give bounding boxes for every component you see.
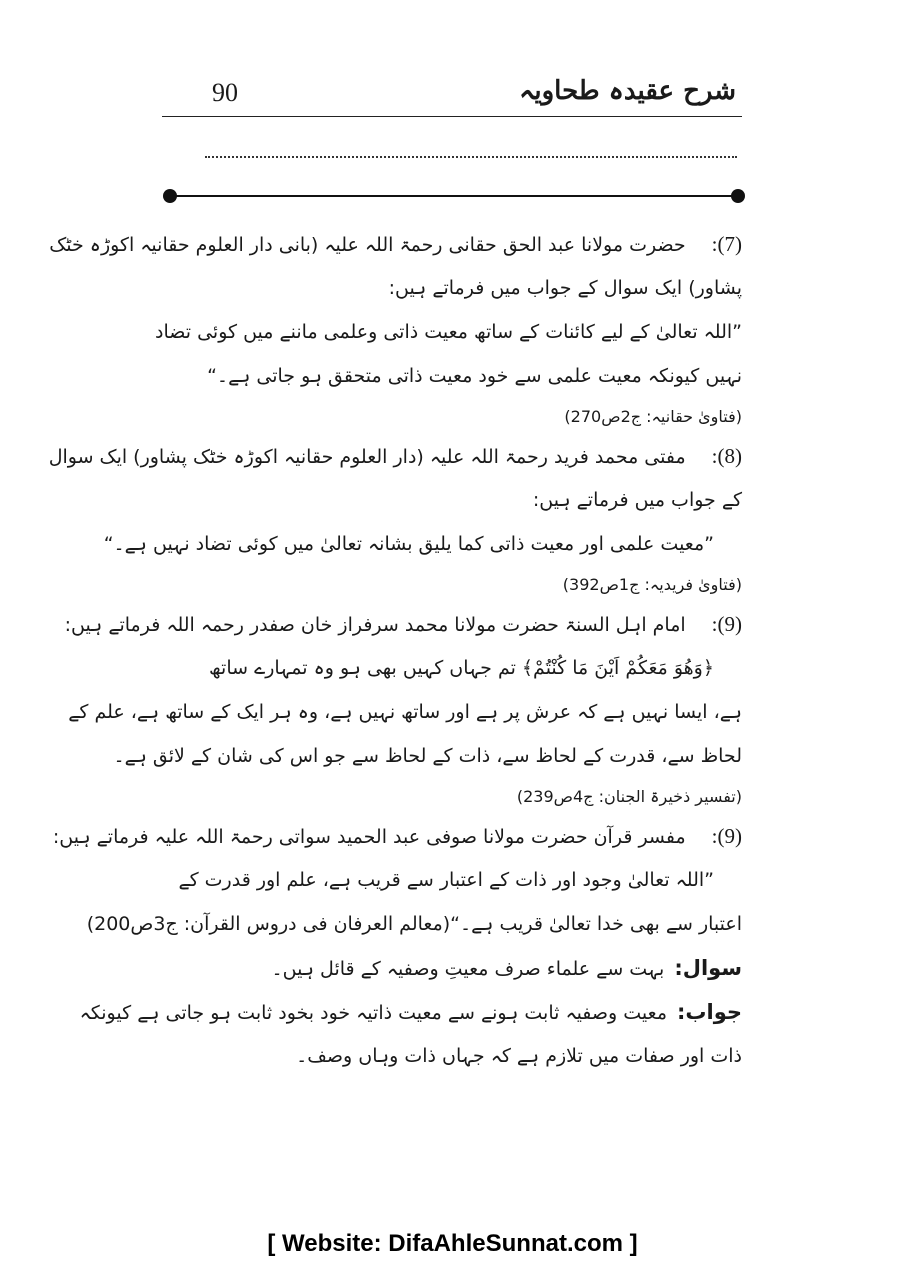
body-line (49, 222, 742, 266)
line-text: مفتی محمد فرید رحمۃ اللہ علیہ (دار العلوم حقانیہ اکوڑہ خٹک پشاور) ایک سوال (48, 446, 686, 468)
line-text: معیت وصفیہ ثابت ہونے سے معیت ذاتیہ خود بخود ثابت ہو جاتی ہے کیونکہ (79, 1002, 667, 1024)
website-footer: [ Website: DifaAhleSunnat.com ] (267, 1230, 638, 1257)
line-text: نہیں کیونکہ معیت علمی سے خود معیت ذاتی متحقق ہو جاتی ہے۔“ (207, 365, 742, 387)
reference: (فتاویٰ حقانیہ: ج2ص270) (564, 407, 742, 426)
line-text: بہت سے علماء صرف معیتِ وصفیہ کے قائل ہیں۔ (271, 958, 665, 980)
line-text: ”اللہ تعالیٰ کے لیے کائنات کے ساتھ معیت ذاتی وعلمی ماننے میں کوئی تضاد (155, 321, 742, 343)
body-line (64, 602, 742, 646)
line-text: ﴿وَهُوَ مَعَكُمْ اَيْنَ مَا كُنْتُمْ﴾ تم جہاں کہیں بھی ہو وہ تمہارے ساتھ (209, 657, 714, 679)
item-number: (7): (711, 232, 742, 256)
item-number: (9): (711, 612, 742, 636)
divider-dot-left (163, 189, 177, 203)
item-number: (8): (711, 444, 742, 468)
body-line (68, 690, 742, 734)
body-line (113, 734, 742, 778)
body-line (162, 1034, 742, 1078)
reference-line (162, 566, 742, 602)
line-text: اعتبار سے بھی خدا تعالیٰ قریب ہے۔“(معالم العرفان فی دروس القرآن: ج3ص200) (86, 913, 742, 935)
reference: (تفسیر ذخیرۃ الجنان: ج4ص239) (516, 787, 742, 806)
divider-dot-right (731, 189, 745, 203)
body-line (162, 478, 742, 522)
line-text: پشاور) ایک سوال کے جواب میں فرماتے ہیں: (388, 277, 742, 299)
quran-line (162, 646, 742, 690)
quote-line (86, 902, 742, 946)
question-label: سوال: (674, 956, 742, 980)
question-line (162, 946, 742, 990)
line-text: کے جواب میں فرماتے ہیں: (532, 489, 742, 511)
book-title: شرح عقیدہ طحاویہ (519, 76, 736, 106)
reference: (فتاویٰ فریدیہ: ج1ص392) (562, 575, 742, 594)
quote-line (162, 354, 742, 398)
quote-line (162, 858, 742, 902)
body-line (162, 266, 742, 310)
reference-line (162, 778, 742, 814)
page-number: 90 (212, 78, 238, 107)
answer-label: جواب: (677, 1000, 742, 1024)
reference-line (162, 398, 742, 434)
line-text: ذات اور صفات میں تلازم ہے کہ جہاں ذات وہاں وصف۔ (296, 1045, 742, 1067)
page-header (162, 72, 742, 117)
item-number: (9): (711, 824, 742, 848)
line-text: ہے، ایسا نہیں ہے کہ عرش پر ہے اور ساتھ نہیں ہے، وہ ہر ایک کے ساتھ ہے، علم کے (68, 701, 742, 723)
line-text: حضرت مولانا عبد الحق حقانی رحمۃ اللہ علیہ (بانی دار العلوم حقانیہ اکوڑہ خٹک (49, 234, 686, 256)
body-line (48, 434, 742, 478)
page-body (48, 222, 742, 1078)
line-text: ”اللہ تعالیٰ وجود اور ذات کے اعتبار سے قریب ہے، علم اور قدرت کے (178, 869, 714, 891)
dotted-separator (205, 136, 737, 158)
section-divider (170, 195, 738, 197)
line-text: لحاظ سے، قدرت کے لحاظ سے، ذات کے لحاظ سے جو اس کی شان کے لائق ہے۔ (113, 745, 742, 767)
body-line (52, 814, 742, 858)
line-text: ”معیت علمی اور معیت ذاتی کما یلیق بشانہ تعالیٰ میں کوئی تضاد نہیں ہے۔“ (103, 533, 714, 555)
line-text: مفسر قرآن حضرت مولانا صوفی عبد الحمید سواتی رحمۃ اللہ علیہ فرماتے ہیں: (52, 826, 686, 848)
quote-line (155, 310, 742, 354)
answer-line (79, 990, 742, 1034)
line-text: امام اہل السنۃ حضرت مولانا محمد سرفراز خان صفدر رحمہ اللہ فرماتے ہیں: (64, 614, 686, 636)
quote-line (103, 522, 742, 566)
